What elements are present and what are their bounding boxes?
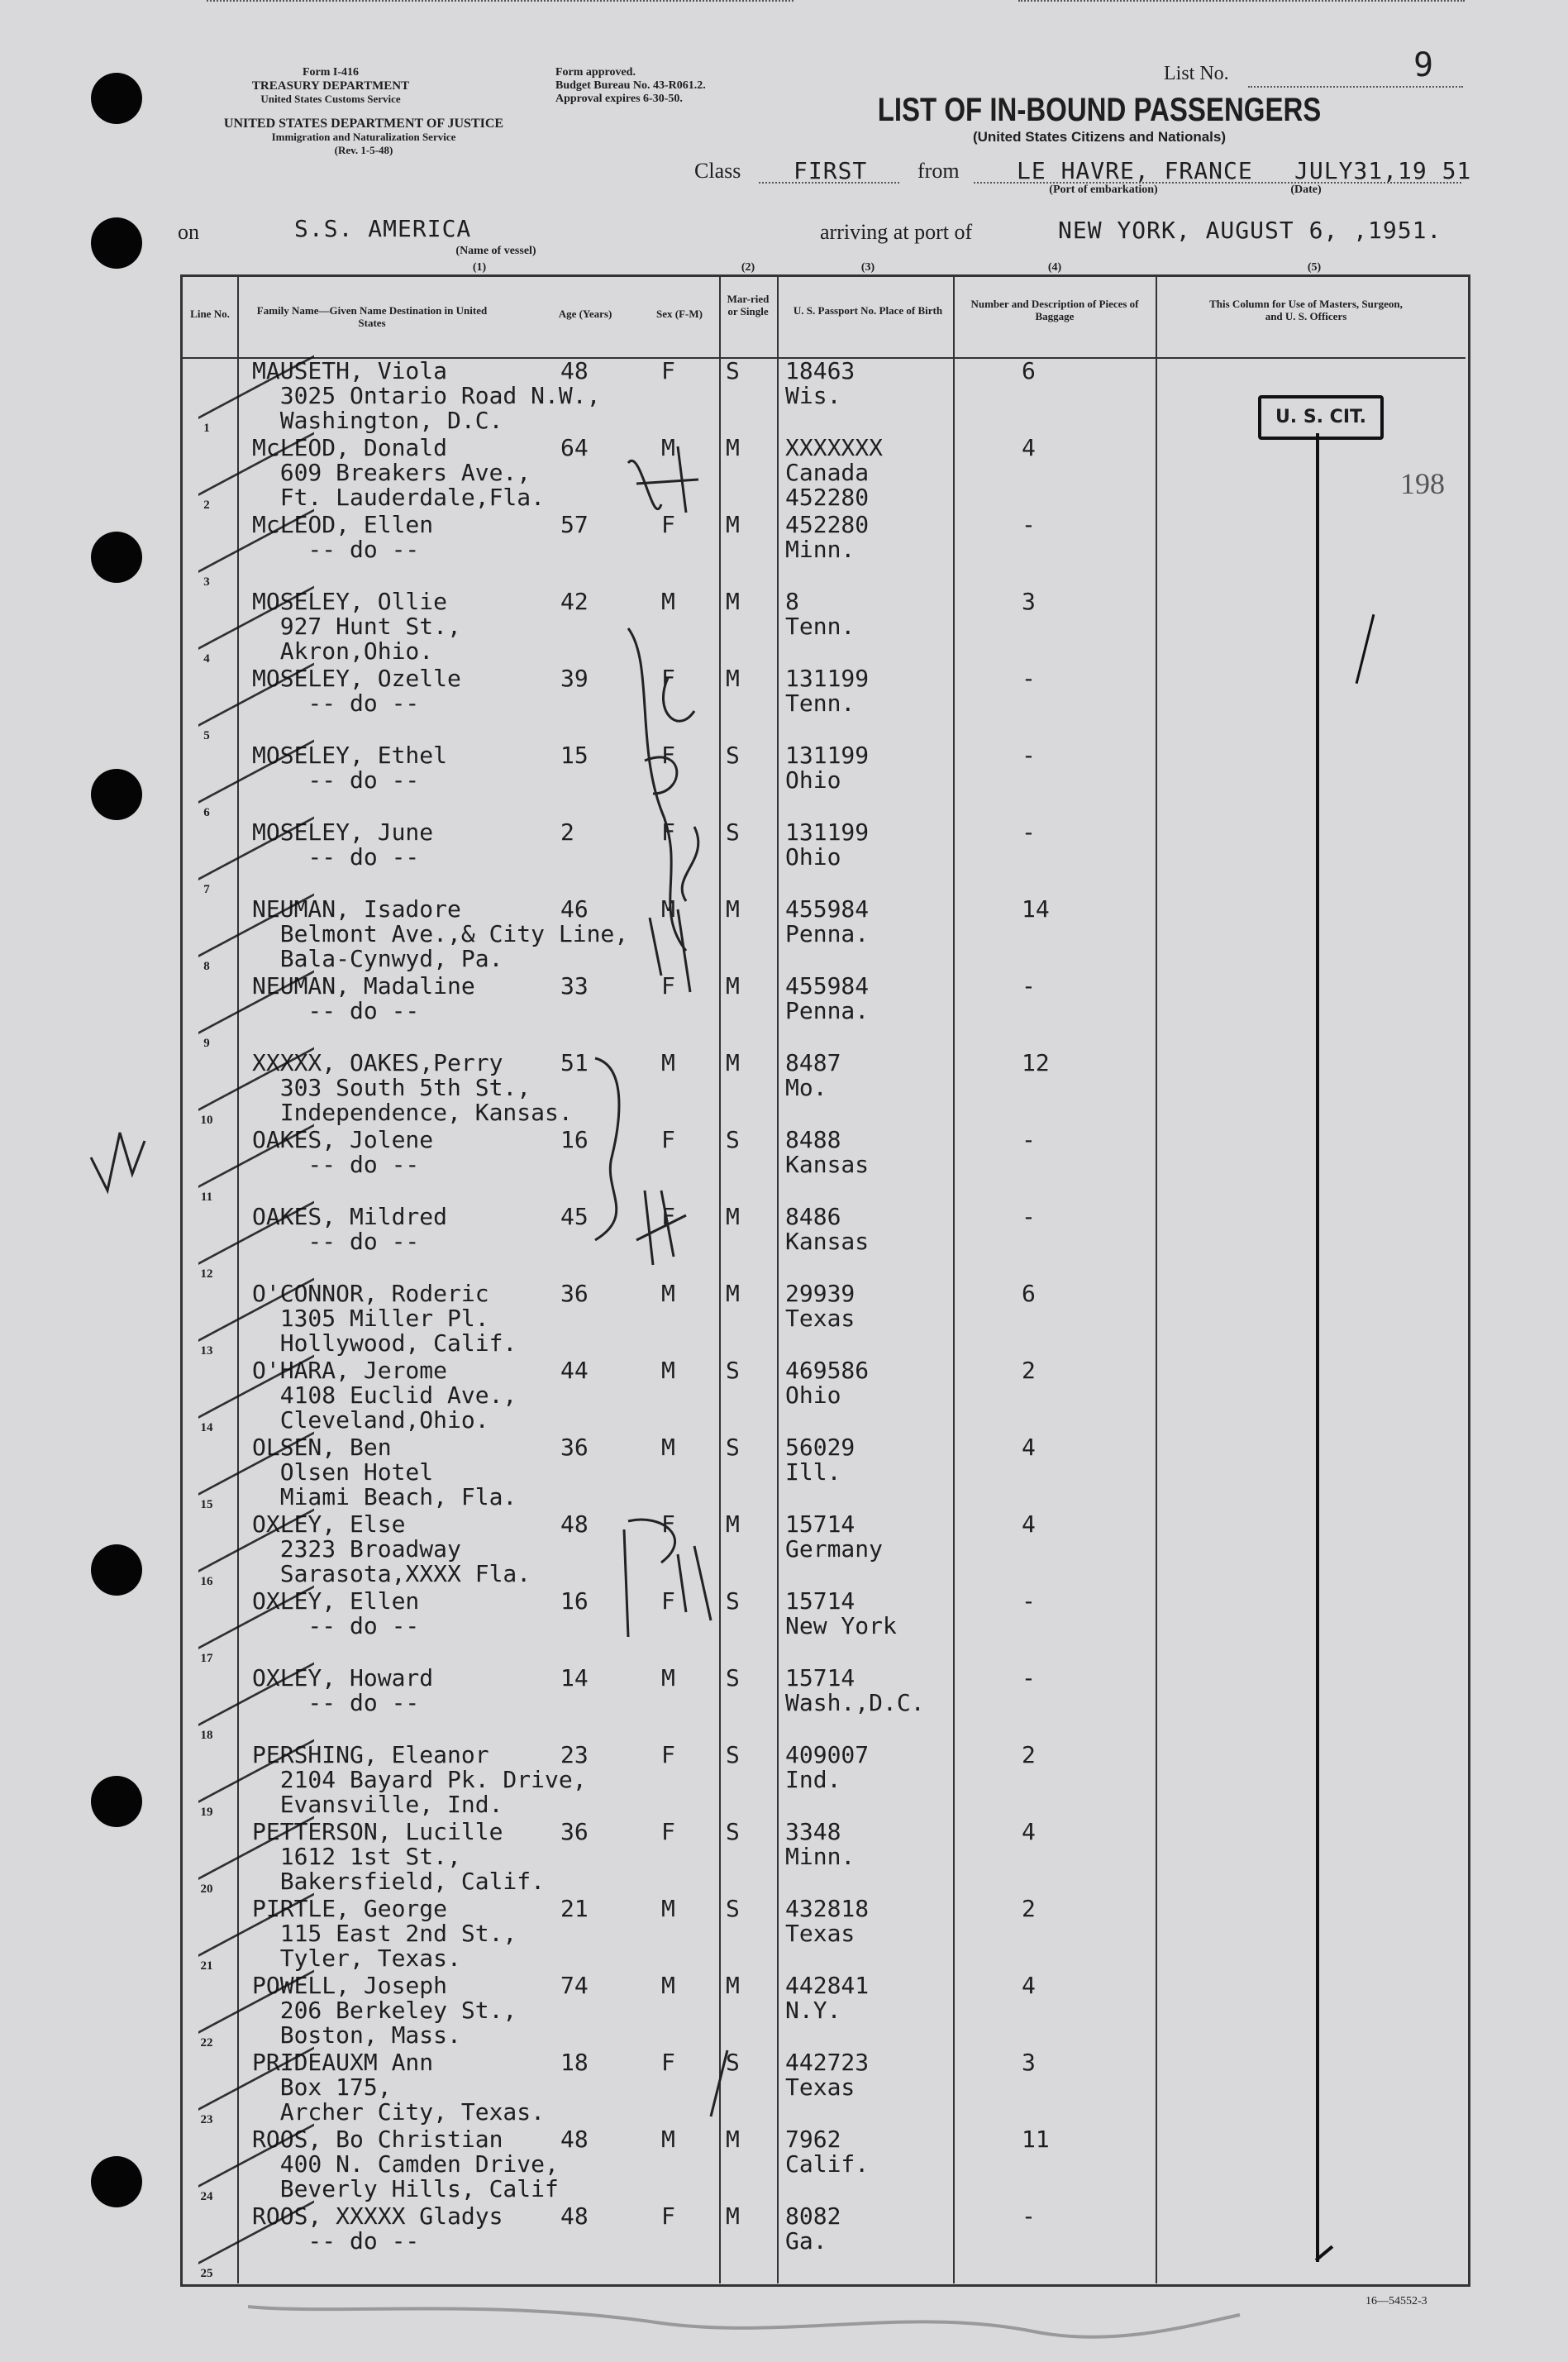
marital-status: S — [726, 818, 740, 846]
passenger-name-line: -- do -- — [252, 1228, 420, 1255]
line-number: 24 — [200, 2190, 213, 2203]
passenger-name-line: PIRTLE, George — [252, 1895, 448, 1922]
baggage-count: - — [1022, 1587, 1036, 1615]
marital-status: M — [726, 972, 740, 1000]
revision: (Rev. 1-5-48) — [334, 144, 393, 156]
line-number: 19 — [200, 1806, 213, 1819]
passport-birthplace-line: 3348 — [785, 1818, 841, 1845]
baggage-count: 6 — [1022, 1280, 1036, 1307]
passenger-name-line: MAUSETH, Viola — [252, 357, 448, 384]
passenger-name-line: Evansville, Ind. — [252, 1791, 503, 1818]
passport-birthplace-line: Ohio — [785, 843, 841, 871]
passport-birthplace-line: 15714 — [785, 1587, 855, 1615]
passenger-name-line: Beverly Hills, Calif — [252, 2175, 559, 2202]
treasury-dept: TREASURY DEPARTMENT — [251, 79, 410, 93]
baggage-count: 2 — [1022, 1895, 1036, 1922]
col-header-line: Line No. — [190, 308, 230, 320]
line-number: 4 — [203, 652, 210, 666]
marital-status: M — [726, 434, 740, 461]
sex-value: M — [661, 1972, 675, 1999]
marital-status: M — [726, 895, 740, 923]
baggage-count: 4 — [1022, 1818, 1036, 1845]
binder-hole — [91, 73, 142, 124]
passenger-name-line: NEUMAN, Isadore — [252, 895, 461, 923]
passport-birthplace-line: Tenn. — [785, 690, 855, 717]
age-value: 18 — [560, 2049, 589, 2076]
passport-birthplace-line: Mo. — [785, 1074, 827, 1101]
footer-code: 16—54552-3 — [1365, 2295, 1427, 2307]
passport-birthplace-line: 455984 — [785, 972, 870, 1000]
passenger-name-line: MOSELEY, Ollie — [252, 588, 448, 615]
line-number: 25 — [200, 2267, 213, 2280]
age-value: 48 — [560, 1510, 589, 1538]
age-value: 44 — [560, 1357, 589, 1384]
passport-birthplace-line: 8487 — [785, 1049, 841, 1076]
passport-birthplace-line: N.Y. — [785, 1997, 841, 2024]
col-header-age: Age (Years) — [558, 308, 612, 320]
passport-birthplace-line: Ohio — [785, 766, 841, 794]
passport-birthplace-line: Canada — [785, 459, 870, 486]
approval-line: Approval expires 6-30-50. — [555, 93, 683, 105]
baggage-count: 6 — [1022, 357, 1036, 384]
passport-birthplace-line: Penna. — [785, 920, 870, 947]
age-value: 36 — [560, 1818, 589, 1845]
age-value: 51 — [560, 1049, 589, 1076]
vessel-line — [207, 0, 794, 2]
age-value: 16 — [560, 1126, 589, 1153]
marital-status: S — [726, 1587, 740, 1615]
col-marker: (3) — [860, 261, 875, 274]
passport-birthplace-line: 442723 — [785, 2049, 870, 2076]
age-value: 57 — [560, 511, 589, 538]
sex-value: M — [661, 434, 675, 461]
marital-status: S — [726, 1357, 740, 1384]
line-number: 22 — [200, 2036, 213, 2049]
baggage-count: - — [1022, 511, 1036, 538]
passenger-name-line: Boston, Mass. — [252, 2021, 461, 2049]
passport-birthplace-line: Kansas — [785, 1228, 870, 1255]
passenger-name-line: 400 N. Camden Drive, — [252, 2150, 559, 2178]
passenger-name-line: Washington, D.C. — [252, 407, 503, 434]
line-number: 5 — [203, 729, 210, 742]
passenger-name-line: Sarasota,XXXX Fla. — [252, 1560, 531, 1587]
passport-birthplace-line: 8488 — [785, 1126, 841, 1153]
approval-block — [555, 66, 803, 106]
passenger-name-line: Ft. Lauderdale,Fla. — [252, 484, 546, 511]
passenger-name-line: -- do -- — [252, 766, 420, 794]
baggage-count: 3 — [1022, 2049, 1036, 2076]
sex-value: M — [661, 1895, 675, 1922]
passport-birthplace-line: XXXXXXX — [785, 434, 884, 461]
passport-birthplace-line: Minn. — [785, 1843, 855, 1870]
sex-value: M — [661, 588, 675, 615]
arriving-label: arriving at port of — [820, 220, 973, 244]
passenger-name-line: PERSHING, Eleanor — [252, 1741, 489, 1768]
port-line — [1018, 0, 1465, 2]
passport-birthplace-line: Texas — [785, 1920, 855, 1947]
line-number: 7 — [203, 883, 210, 896]
age-value: 39 — [560, 665, 589, 692]
passport-birthplace-line: New York — [785, 1612, 897, 1639]
age-value: 2 — [560, 818, 574, 846]
on-label: on — [178, 220, 199, 244]
baggage-count: - — [1022, 972, 1036, 1000]
marital-status: S — [726, 1664, 740, 1692]
passenger-name-line: 1612 1st St., — [252, 1843, 461, 1870]
port-value: NEW YORK, AUGUST 6, ,1951. — [1058, 217, 1442, 244]
passenger-name-line: McLEOD, Ellen — [252, 511, 434, 538]
passenger-name-line: OXLEY, Ellen — [252, 1587, 420, 1615]
marital-status: S — [726, 1895, 740, 1922]
line-number: 11 — [200, 1191, 213, 1204]
passport-birthplace-line: Ind. — [785, 1766, 841, 1793]
baggage-count: - — [1022, 742, 1036, 769]
passport-birthplace-line: Tenn. — [785, 613, 855, 640]
age-value: 16 — [560, 1587, 589, 1615]
passenger-name-line: 4108 Euclid Ave., — [252, 1381, 517, 1409]
class-value: FIRST — [794, 157, 868, 184]
line-number: 18 — [200, 1729, 213, 1742]
passenger-name-line: Bakersfield, Calif. — [252, 1868, 546, 1895]
col-header-officers: This Column for Use of Masters, Surgeon, and U. S. Officers — [1209, 298, 1403, 322]
passenger-name-line: PETTERSON, Lucille — [252, 1818, 503, 1845]
age-value: 48 — [560, 2126, 589, 2153]
approval-line: Budget Bureau No. 43-R061.2. — [555, 79, 706, 92]
passport-birthplace-line: 8082 — [785, 2202, 841, 2230]
form-number: Form I-416 — [302, 66, 360, 79]
passport-birthplace-line: Penna. — [785, 997, 870, 1024]
sex-value: F — [661, 818, 675, 846]
vessel-value: S.S. AMERICA — [294, 215, 472, 242]
marital-status: S — [726, 1818, 740, 1845]
age-value: 74 — [560, 1972, 589, 1999]
passenger-name-line: Cleveland,Ohio. — [252, 1406, 489, 1434]
marital-status: S — [726, 1741, 740, 1768]
passenger-name-line: 2323 Broadway — [252, 1535, 461, 1563]
line-number: 10 — [200, 1114, 213, 1127]
passenger-name-line: 1305 Miller Pl. — [252, 1305, 489, 1332]
passport-birthplace-line: Wis. — [785, 382, 841, 409]
passenger-name-line: ROOS, Bo Christian — [252, 2126, 503, 2153]
passenger-name-line: 2104 Bayard Pk. Drive, — [252, 1766, 587, 1793]
passenger-name-line: Miami Beach, Fla. — [252, 1483, 517, 1510]
line-number: 16 — [200, 1575, 213, 1588]
passenger-name-line: -- do -- — [252, 843, 420, 871]
passport-birthplace-line: 7962 — [785, 2126, 841, 2153]
class-label: Class — [694, 159, 741, 183]
title: LIST OF IN-BOUND PASSENGERS — [877, 91, 1322, 128]
binder-hole — [91, 217, 142, 269]
line-number: 17 — [200, 1652, 213, 1665]
passport-birthplace-line: 131199 — [785, 665, 870, 692]
passenger-name-line: OLSEN, Ben — [252, 1434, 392, 1461]
baggage-count: 2 — [1022, 1357, 1036, 1384]
sex-value: F — [661, 742, 675, 769]
passenger-name-line: 609 Breakers Ave., — [252, 459, 531, 486]
passenger-name-line: Box 175, — [252, 2073, 392, 2101]
col-marker: (5) — [1307, 261, 1322, 274]
marital-status: M — [726, 511, 740, 538]
approval-line: Form approved. — [555, 66, 636, 79]
passenger-name-line: -- do -- — [252, 690, 420, 717]
col-marker: (1) — [472, 261, 487, 274]
passport-birthplace-line: Ill. — [785, 1458, 841, 1486]
list-no-line — [1248, 86, 1463, 88]
line-number: 2 — [203, 499, 210, 512]
passport-birthplace-line: 131199 — [785, 742, 870, 769]
age-value: 48 — [560, 357, 589, 384]
sex-value: F — [661, 2049, 675, 2076]
passport-birthplace-line: 18463 — [785, 357, 855, 384]
age-value: 21 — [560, 1895, 589, 1922]
passenger-name-line: Archer City, Texas. — [252, 2098, 546, 2126]
passport-birthplace-line: Germany — [785, 1535, 884, 1563]
baggage-count: 4 — [1022, 1434, 1036, 1461]
passenger-name-line: -- do -- — [252, 536, 420, 563]
passenger-name-line: MOSELEY, June — [252, 818, 434, 846]
passport-birthplace-line: 131199 — [785, 818, 870, 846]
list-no-value: 9 — [1413, 46, 1435, 84]
col-header-passport: U. S. Passport No. Place of Birth — [793, 304, 943, 317]
passenger-name-line: Olsen Hotel — [252, 1458, 434, 1486]
sex-value: F — [661, 1510, 675, 1538]
marital-status: M — [726, 1203, 740, 1230]
passport-birthplace-line: 469586 — [785, 1357, 870, 1384]
passport-birthplace-line: 29939 — [785, 1280, 855, 1307]
marital-status: S — [726, 357, 740, 384]
sex-value: M — [661, 1049, 675, 1076]
age-value: 48 — [560, 2202, 589, 2230]
age-value: 46 — [560, 895, 589, 923]
marital-status: M — [726, 1510, 740, 1538]
from-label: from — [917, 159, 960, 183]
passenger-name-line: MOSELEY, Ozelle — [252, 665, 461, 692]
from-sub: (Port of embarkation) — [1049, 184, 1158, 196]
baggage-count: - — [1022, 1664, 1036, 1692]
form-block — [207, 66, 455, 106]
line-number: 8 — [203, 960, 210, 973]
baggage-count: - — [1022, 665, 1036, 692]
passenger-name-line: 3025 Ontario Road N.W., — [252, 382, 601, 409]
sex-value: M — [661, 1434, 675, 1461]
baggage-count: 4 — [1022, 1510, 1036, 1538]
line-number: 21 — [200, 1959, 213, 1973]
passenger-name-line: 927 Hunt St., — [252, 613, 461, 640]
passenger-name-line: OAKES, Jolene — [252, 1126, 434, 1153]
passport-birthplace-line: 15714 — [785, 1510, 855, 1538]
line-number: 15 — [200, 1498, 213, 1511]
passenger-name-line: -- do -- — [252, 997, 420, 1024]
passenger-name-line: O'HARA, Jerome — [252, 1357, 448, 1384]
marital-status: S — [726, 742, 740, 769]
passenger-name-line: -- do -- — [252, 1151, 420, 1178]
marital-status: S — [726, 2049, 740, 2076]
sex-value: F — [661, 1126, 675, 1153]
passport-birthplace-line: 442841 — [785, 1972, 870, 1999]
passenger-name-line: Tyler, Texas. — [252, 1944, 461, 1972]
line-number: 3 — [203, 575, 210, 589]
marital-status: M — [726, 665, 740, 692]
age-value: 15 — [560, 742, 589, 769]
baggage-count: 3 — [1022, 588, 1036, 615]
baggage-count: 12 — [1022, 1049, 1050, 1076]
baggage-count: 11 — [1022, 2126, 1050, 2153]
passport-birthplace-line: 432818 — [785, 1895, 870, 1922]
passenger-name-line: -- do -- — [252, 2227, 420, 2255]
passport-birthplace-line: Ohio — [785, 1381, 841, 1409]
sex-value: M — [661, 1357, 675, 1384]
passport-birthplace-line: Minn. — [785, 536, 855, 563]
justice-dept: UNITED STATES DEPARTMENT OF JUSTICE — [223, 117, 504, 131]
passenger-name-line: Bala-Cynwyd, Pa. — [252, 945, 503, 972]
col-header-sex: Sex (F-M) — [656, 308, 703, 320]
passport-birthplace-line: 452280 — [785, 484, 870, 511]
vessel-sub: (Name of vessel) — [455, 245, 536, 257]
baggage-count: 4 — [1022, 434, 1036, 461]
sex-value: F — [661, 665, 675, 692]
passenger-name-line: Belmont Ave.,& City Line, — [252, 920, 629, 947]
marital-status: M — [726, 588, 740, 615]
marital-status: S — [726, 1434, 740, 1461]
line-number: 23 — [200, 2113, 213, 2126]
passenger-name-line: -- do -- — [252, 1689, 420, 1716]
age-value: 36 — [560, 1434, 589, 1461]
baggage-count: 4 — [1022, 1972, 1036, 1999]
baggage-count: - — [1022, 818, 1036, 846]
baggage-count: - — [1022, 1126, 1036, 1153]
passenger-name-line: NEUMAN, Madaline — [252, 972, 475, 1000]
justice-block — [174, 117, 554, 157]
line-number: 9 — [203, 1037, 210, 1050]
passenger-name-line: Hollywood, Calif. — [252, 1329, 517, 1357]
baggage-count: 2 — [1022, 1741, 1036, 1768]
date-sub: (Date) — [1290, 184, 1322, 196]
passenger-name-line: ROOS, XXXXX Gladys — [252, 2202, 503, 2230]
marital-status: S — [726, 1126, 740, 1153]
passenger-name-line: 206 Berkeley St., — [252, 1997, 517, 2024]
passenger-name-line: OXLEY, Howard — [252, 1664, 434, 1692]
passenger-name-line: Independence, Kansas. — [252, 1099, 573, 1126]
sex-value: F — [661, 1203, 675, 1230]
passenger-name-line: O'CONNOR, Roderic — [252, 1280, 489, 1307]
line-number: 12 — [200, 1267, 213, 1281]
age-value: 33 — [560, 972, 589, 1000]
sex-value: M — [661, 2126, 675, 2153]
baggage-count: - — [1022, 2202, 1036, 2230]
sex-value: F — [661, 357, 675, 384]
age-value: 42 — [560, 588, 589, 615]
marital-status: M — [726, 2126, 740, 2153]
passport-birthplace-line: Ga. — [785, 2227, 827, 2255]
baggage-count: - — [1022, 1203, 1036, 1230]
stamp-bracket-line — [1316, 433, 1319, 2262]
customs-service: United States Customs Service — [260, 93, 401, 105]
col-marker: (4) — [1047, 261, 1062, 274]
passport-birthplace-line: Kansas — [785, 1151, 870, 1178]
col-header-name: Family Name—Given Name Destination in United States — [256, 304, 488, 329]
age-value: 14 — [560, 1664, 589, 1692]
line-number: 13 — [200, 1344, 213, 1358]
line-number: 20 — [200, 1882, 213, 1896]
table-row — [0, 2204, 1568, 2281]
passport-birthplace-line: Wash.,D.C. — [785, 1689, 925, 1716]
age-value: 45 — [560, 1203, 589, 1230]
line-number: 14 — [200, 1421, 213, 1434]
marital-status: M — [726, 1049, 740, 1076]
marital-status: M — [726, 2202, 740, 2230]
sex-value: F — [661, 1818, 675, 1845]
passenger-name-line: MOSELEY, Ethel — [252, 742, 448, 769]
passenger-name-line: -- do -- — [252, 1612, 420, 1639]
passenger-name-line: POWELL, Joseph — [252, 1972, 448, 1999]
passenger-name-line: 303 South 5th St., — [252, 1074, 531, 1101]
passport-birthplace-line: 8486 — [785, 1203, 841, 1230]
ins-service: Immigration and Naturalization Service — [271, 131, 456, 143]
subtitle: (United States Citizens and Nationals) — [972, 129, 1227, 145]
passenger-name-line: PRIDEAUXM Ann — [252, 2049, 434, 2076]
sex-value: F — [661, 511, 675, 538]
passport-birthplace-line: 409007 — [785, 1741, 870, 1768]
sex-value: F — [661, 972, 675, 1000]
passport-birthplace-line: 15714 — [785, 1664, 855, 1692]
sex-value: F — [661, 1741, 675, 1768]
passenger-name-line: McLEOD, Donald — [252, 434, 448, 461]
sex-value: F — [661, 1587, 675, 1615]
marital-status: M — [726, 1972, 740, 1999]
passport-birthplace-line: Texas — [785, 2073, 855, 2101]
baggage-count: 14 — [1022, 895, 1050, 923]
sex-value: M — [661, 1664, 675, 1692]
sex-value: M — [661, 1280, 675, 1307]
age-value: 64 — [560, 434, 589, 461]
us-citizen-stamp: U. S. CIT. — [1258, 395, 1384, 440]
sex-value: F — [661, 2202, 675, 2230]
passenger-name-line: OAKES, Mildred — [252, 1203, 448, 1230]
line-number: 1 — [203, 422, 210, 435]
line-number: 6 — [203, 806, 210, 819]
passport-birthplace-line: 56029 — [785, 1434, 855, 1461]
passport-birthplace-line: 452280 — [785, 511, 870, 538]
passenger-name-line: 115 East 2nd St., — [252, 1920, 517, 1947]
col-header-baggage: Number and Description of Pieces of Baggage — [970, 298, 1139, 322]
age-value: 23 — [560, 1741, 589, 1768]
passport-birthplace-line: 8 — [785, 588, 799, 615]
from-value: LE HAVRE, FRANCE — [1017, 157, 1253, 184]
col-header-married: Mar-ried or Single — [727, 293, 770, 317]
marital-status: M — [726, 1280, 740, 1307]
col-marker: (2) — [741, 261, 755, 274]
passenger-name-line: OXLEY, Else — [252, 1510, 406, 1538]
list-no-label: List No. — [1164, 63, 1229, 84]
age-value: 36 — [560, 1280, 589, 1307]
margin-number: 198 — [1400, 467, 1445, 500]
passport-birthplace-line: 455984 — [785, 895, 870, 923]
passenger-name-line: Akron,Ohio. — [252, 637, 434, 665]
sex-value: M — [661, 895, 675, 923]
passport-birthplace-line: Calif. — [785, 2150, 870, 2178]
passport-birthplace-line: Texas — [785, 1305, 855, 1332]
passenger-name-line: XXXXX, OAKES,Perry — [252, 1049, 503, 1076]
date-value: JULY31,19 51 — [1294, 157, 1472, 184]
